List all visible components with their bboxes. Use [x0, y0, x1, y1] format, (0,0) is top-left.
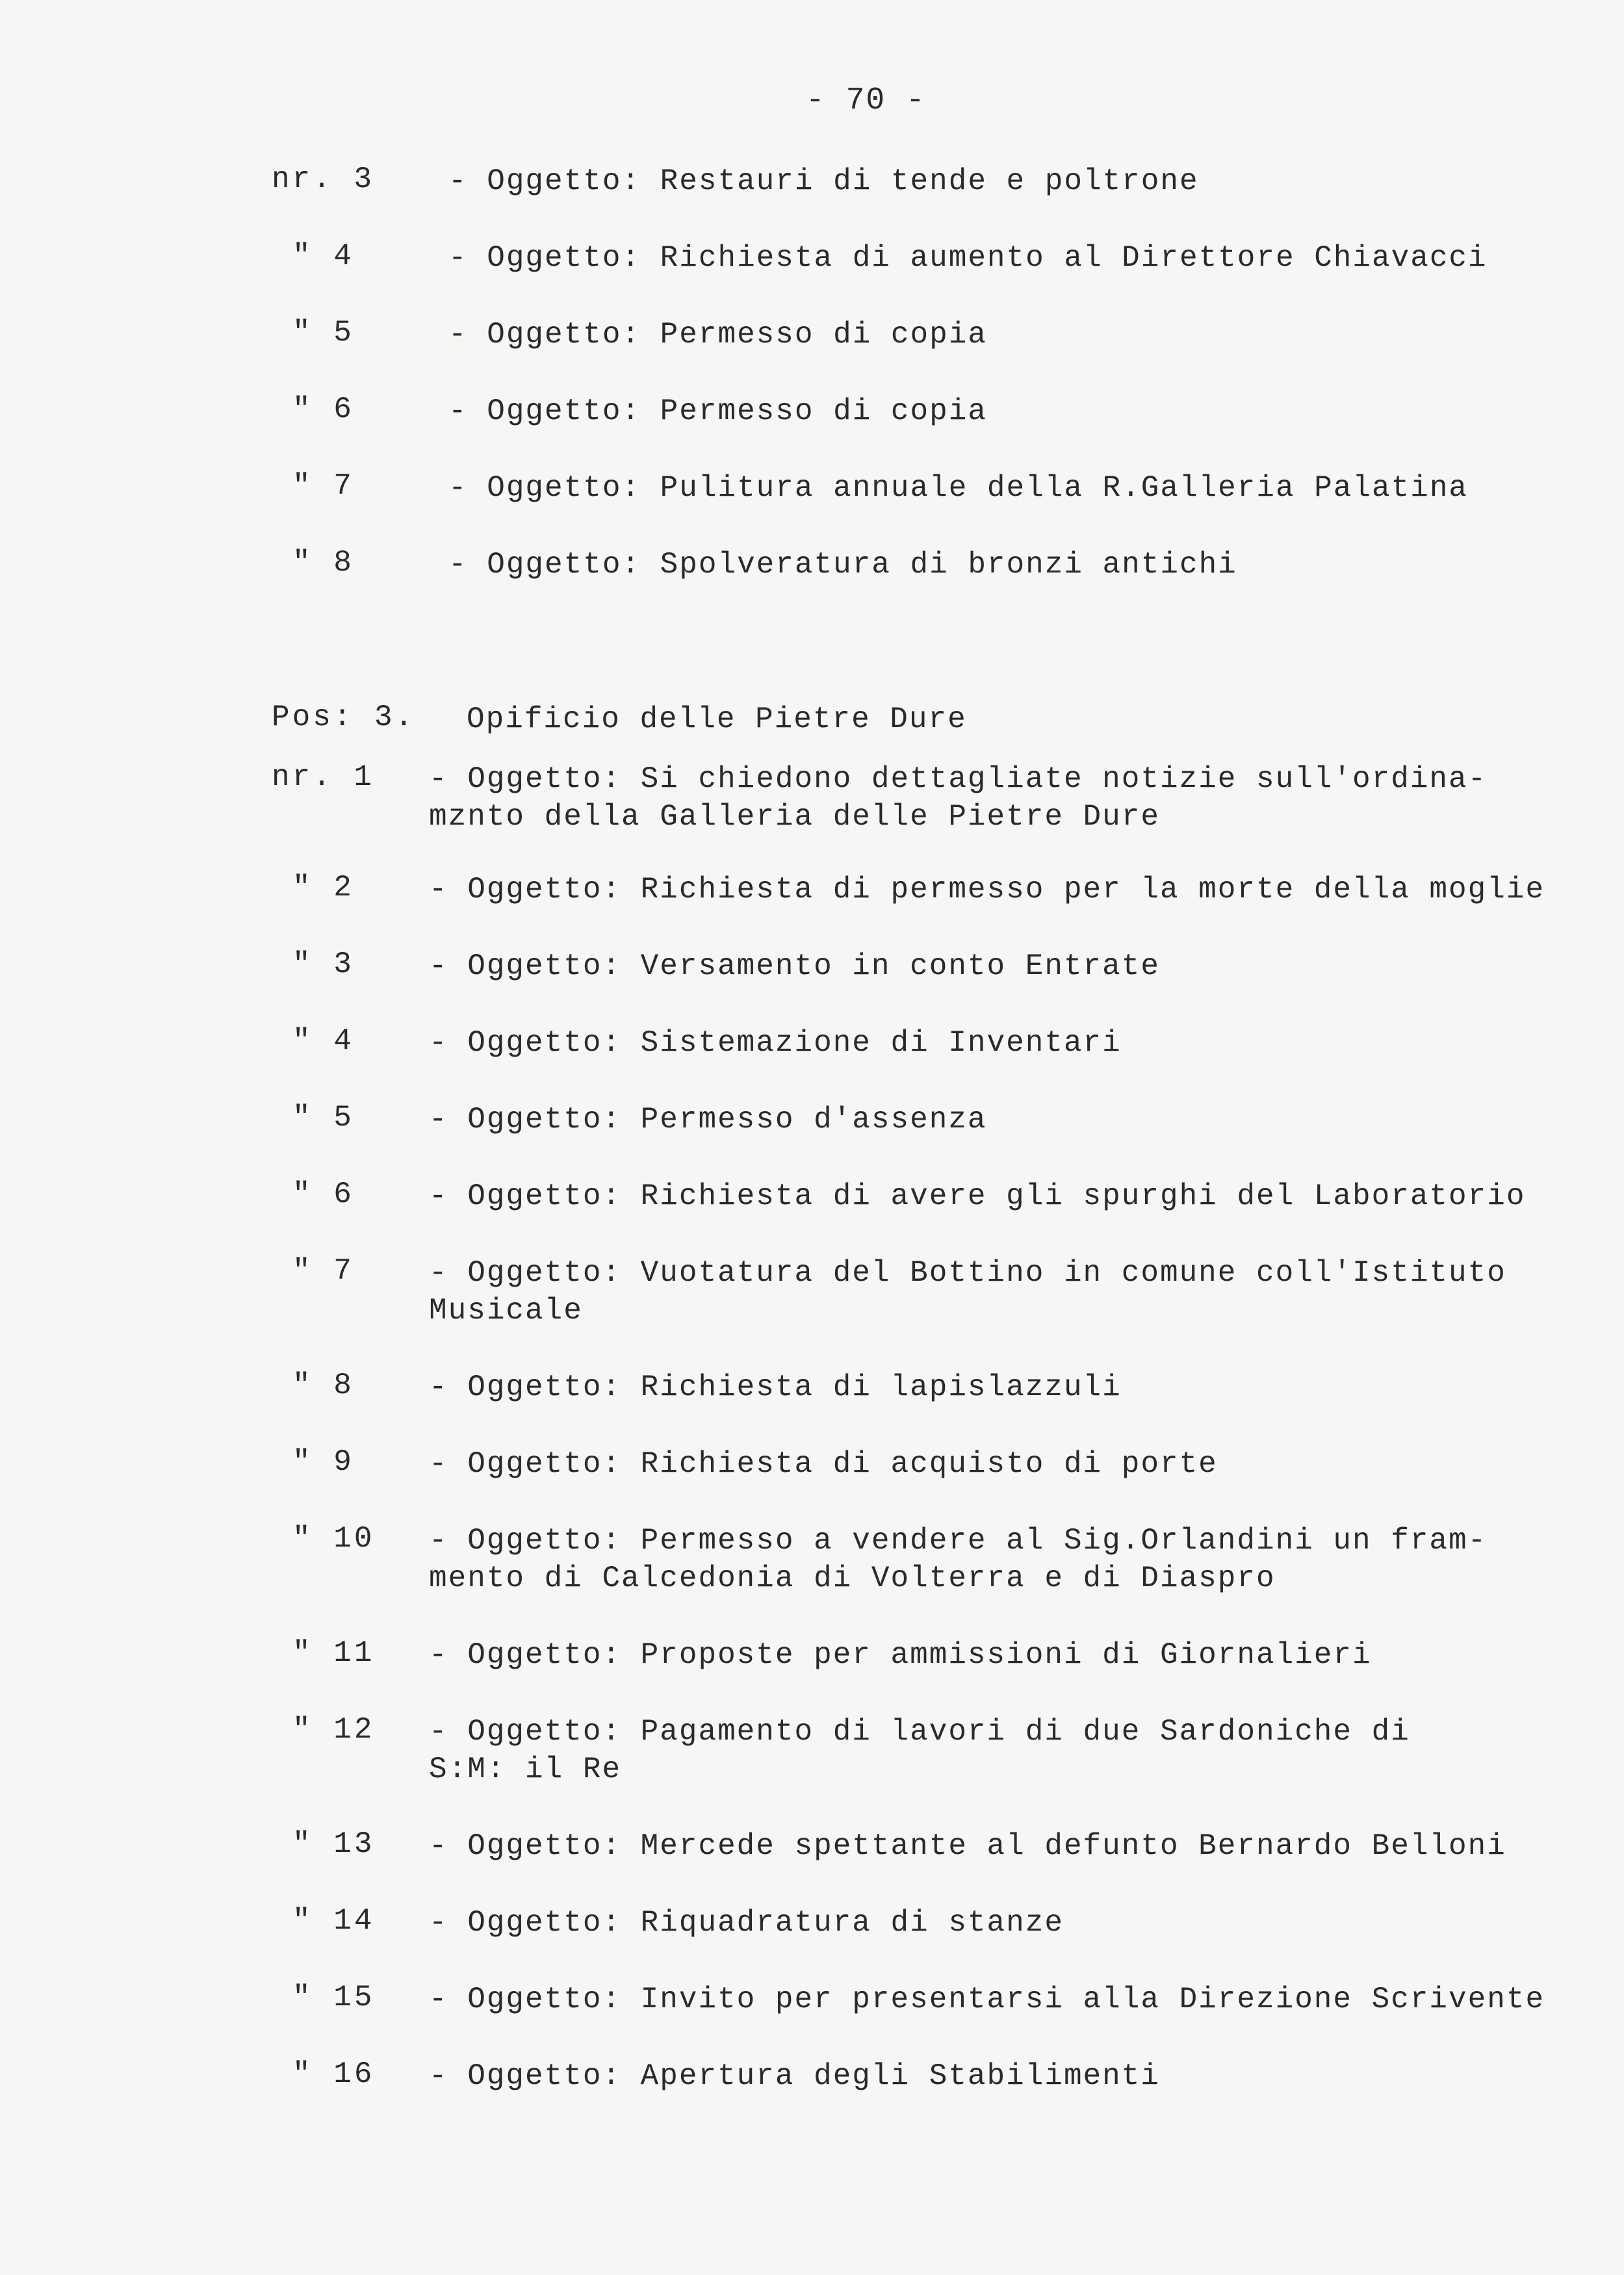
item-number: " 15 — [292, 1981, 375, 2014]
item-number: " 13 — [292, 1827, 375, 1861]
item-number: " 2 — [292, 871, 354, 905]
item-number: " 9 — [292, 1445, 354, 1479]
item-text: - Oggetto: Pulitura annuale della R.Galleria Palatina — [448, 471, 1469, 505]
item-number: " 5 — [292, 1101, 354, 1135]
item-text: - Oggetto: Permesso di copia — [448, 394, 987, 428]
item-text: - Oggetto: Permesso d'assenza — [429, 1103, 987, 1137]
item-number: " 7 — [292, 469, 354, 503]
item-text-continuation: mznto della Galleria delle Pietre Dure — [429, 800, 1160, 834]
item-text: - Oggetto: Richiesta di aumento al Direttore Chiavacci — [448, 241, 1488, 275]
section-number: Pos: 3. — [272, 700, 416, 734]
item-text: - Oggetto: Mercede spettante al defunto Bernardo Belloni — [429, 1829, 1506, 1863]
item-text: - Oggetto: Si chiedono dettagliate notizie sull'ordina- — [429, 762, 1488, 796]
item-text: - Oggetto: Richiesta di acquisto di porte — [429, 1447, 1218, 1481]
item-number: " 6 — [292, 392, 354, 426]
item-number: " 4 — [292, 239, 354, 273]
item-text-continuation: S:M: il Re — [429, 1753, 622, 1786]
item-number: " 14 — [292, 1904, 375, 1938]
item-text: - Oggetto: Riquadratura di stanze — [429, 1906, 1064, 1940]
item-number: " 3 — [292, 947, 354, 981]
item-text: - Oggetto: Richiesta di lapislazzuli — [429, 1370, 1122, 1404]
item-text: - Oggetto: Apertura degli Stabilimenti — [429, 2059, 1160, 2093]
item-number: " 11 — [292, 1636, 375, 1670]
page-number: - 70 - — [806, 83, 926, 118]
item-text-continuation: mento di Calcedonia di Volterra e di Diaspro — [429, 1562, 1276, 1595]
item-number: nr. 1 — [272, 760, 375, 794]
item-text: - Oggetto: Permesso di copia — [448, 318, 987, 352]
item-text: - Oggetto: Vuotatura del Bottino in comune coll'Istituto — [429, 1256, 1506, 1290]
item-text: - Oggetto: Richiesta di permesso per la morte della moglie — [429, 873, 1545, 906]
section-title: Opificio delle Pietre Dure — [467, 702, 967, 736]
item-number: " 8 — [292, 1369, 354, 1402]
item-text-continuation: Musicale — [429, 1294, 583, 1328]
item-text: - Oggetto: Versamento in conto Entrate — [429, 949, 1160, 983]
item-number: " 4 — [292, 1024, 354, 1058]
item-number: " 16 — [292, 2057, 375, 2091]
item-text: - Oggetto: Permesso a vendere al Sig.Orlandini un fram- — [429, 1524, 1488, 1558]
item-number: " 8 — [292, 546, 354, 580]
item-text: - Oggetto: Pagamento di lavori di due Sardoniche di — [429, 1715, 1410, 1749]
item-text: - Oggetto: Spolveratura di bronzi antichi — [448, 548, 1237, 582]
item-number: " 6 — [292, 1177, 354, 1211]
item-number: " 5 — [292, 316, 354, 350]
item-number: " 7 — [292, 1254, 354, 1288]
item-text: - Oggetto: Invito per presentarsi alla Direzione Scrivente — [429, 1983, 1545, 2016]
item-text: - Oggetto: Sistemazione di Inventari — [429, 1026, 1122, 1060]
item-text: - Oggetto: Restauri di tende e poltrone — [448, 164, 1199, 198]
item-number: nr. 3 — [272, 162, 375, 196]
item-text: - Oggetto: Richiesta di avere gli spurghi del Laboratorio — [429, 1179, 1526, 1213]
item-number: " 12 — [292, 1713, 375, 1747]
item-number: " 10 — [292, 1522, 375, 1556]
item-text: - Oggetto: Proposte per ammissioni di Giornalieri — [429, 1638, 1372, 1672]
